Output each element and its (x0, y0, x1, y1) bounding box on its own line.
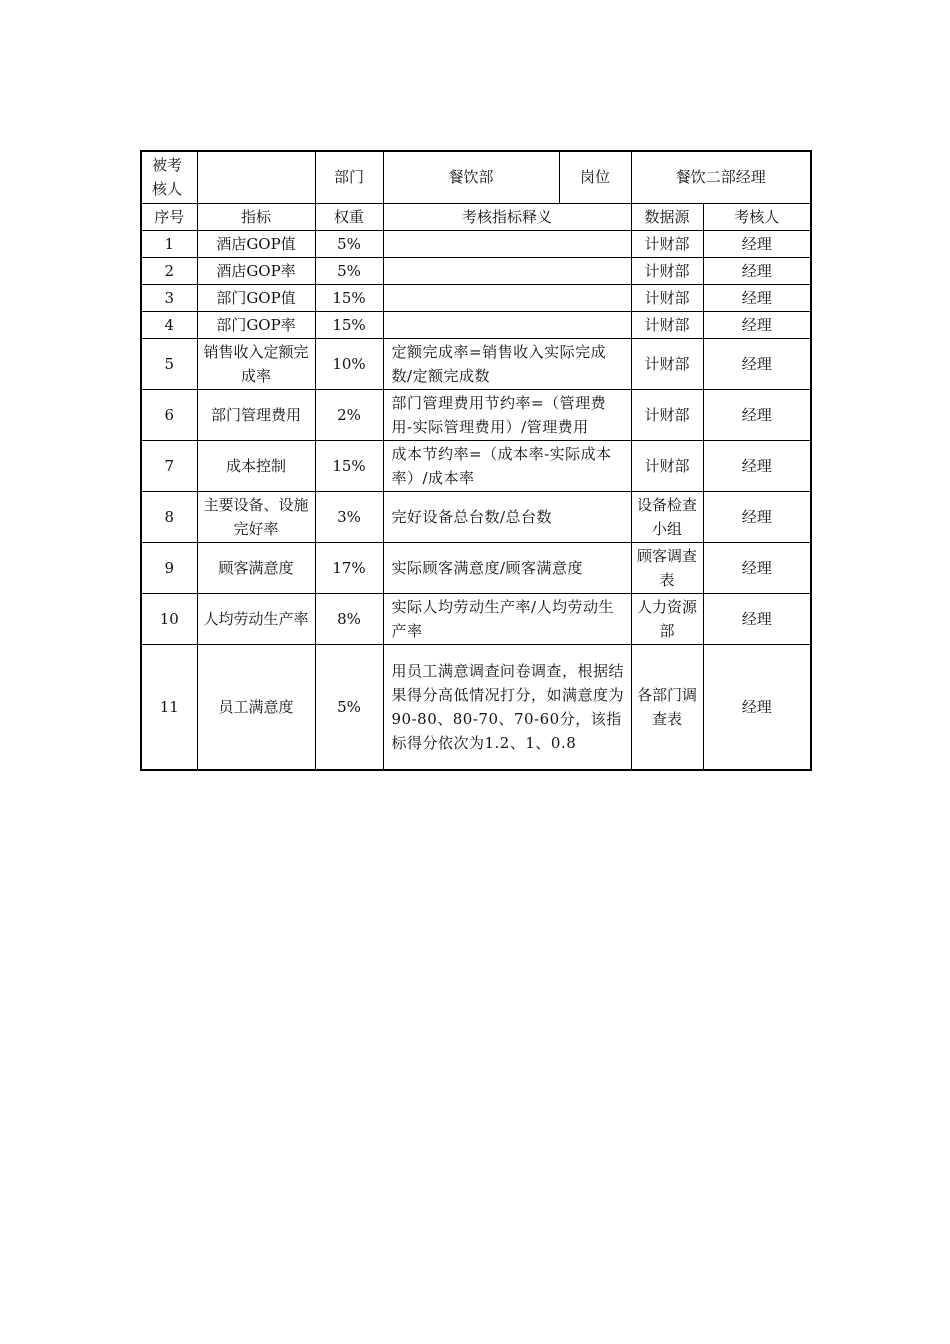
row-number: 11 (141, 644, 197, 770)
table-row (141, 440, 811, 491)
source-cell: 计财部 (631, 257, 703, 284)
table-row (141, 338, 811, 389)
col-weight-header: 权重 (315, 203, 383, 230)
col-assessor-header: 考核人 (703, 203, 811, 230)
indicator-cell: 酒店GOP率 (197, 257, 315, 284)
table-row (141, 389, 811, 440)
col-source-header: 数据源 (631, 203, 703, 230)
assessor-cell: 经理 (703, 644, 811, 770)
table-row (141, 491, 811, 542)
indicator-cell: 销售收入定额完成率 (197, 338, 315, 389)
explanation-cell (383, 284, 631, 311)
table-row (141, 593, 811, 644)
row-number: 3 (141, 284, 197, 311)
weight-cell: 15% (315, 311, 383, 338)
explanation-cell (383, 230, 631, 257)
post-value: 餐饮二部经理 (631, 151, 811, 203)
person-label: 被考核人 (141, 151, 197, 203)
source-cell: 计财部 (631, 338, 703, 389)
dept-value: 餐饮部 (383, 151, 559, 203)
weight-cell: 8% (315, 593, 383, 644)
source-cell: 计财部 (631, 389, 703, 440)
indicator-cell: 部门管理费用 (197, 389, 315, 440)
assessor-cell: 经理 (703, 440, 811, 491)
col-indicator-header: 指标 (197, 203, 315, 230)
explanation-cell: 用员工满意调查问卷调查，根据结果得分高低情况打分，如满意度为90-80、80-70、70-60分，该指标得分依次为1.2、1、0.8 (383, 644, 631, 770)
weight-cell: 10% (315, 338, 383, 389)
explanation-cell (383, 257, 631, 284)
source-cell: 顾客调查表 (631, 542, 703, 593)
explanation-cell: 实际顾客满意度/顾客满意度 (383, 542, 631, 593)
explanation-cell: 部门管理费用节约率=（管理费用-实际管理费用）/管理费用 (383, 389, 631, 440)
col-no-header: 序号 (141, 203, 197, 230)
explanation-cell (383, 311, 631, 338)
assessor-cell: 经理 (703, 338, 811, 389)
indicator-cell: 酒店GOP值 (197, 230, 315, 257)
weight-cell: 3% (315, 491, 383, 542)
row-number: 1 (141, 230, 197, 257)
indicator-cell: 部门GOP率 (197, 311, 315, 338)
post-label: 岗位 (559, 151, 631, 203)
weight-cell: 5% (315, 257, 383, 284)
source-cell: 计财部 (631, 230, 703, 257)
table-row (141, 644, 811, 770)
assessor-cell: 经理 (703, 284, 811, 311)
weight-cell: 5% (315, 230, 383, 257)
table-row (141, 257, 811, 284)
weight-cell: 15% (315, 440, 383, 491)
source-cell: 计财部 (631, 284, 703, 311)
source-cell: 计财部 (631, 311, 703, 338)
dept-label: 部门 (315, 151, 383, 203)
source-cell: 人力资源部 (631, 593, 703, 644)
indicator-cell: 人均劳动生产率 (197, 593, 315, 644)
indicator-cell: 员工满意度 (197, 644, 315, 770)
column-header-row (141, 203, 811, 230)
source-cell: 各部门调查表 (631, 644, 703, 770)
table-row (141, 542, 811, 593)
indicator-cell: 部门GOP值 (197, 284, 315, 311)
table-row (141, 284, 811, 311)
table-row (141, 230, 811, 257)
weight-cell: 17% (315, 542, 383, 593)
assessor-cell: 经理 (703, 230, 811, 257)
table-row (141, 311, 811, 338)
weight-cell: 15% (315, 284, 383, 311)
weight-cell: 5% (315, 644, 383, 770)
assessor-cell: 经理 (703, 389, 811, 440)
col-explanation-header: 考核指标释义 (383, 203, 631, 230)
indicator-cell: 成本控制 (197, 440, 315, 491)
explanation-cell: 定额完成率=销售收入实际完成数/定额完成数 (383, 338, 631, 389)
row-number: 10 (141, 593, 197, 644)
row-number: 7 (141, 440, 197, 491)
explanation-cell: 完好设备总台数/总台数 (383, 491, 631, 542)
row-number: 6 (141, 389, 197, 440)
row-number: 9 (141, 542, 197, 593)
source-cell: 计财部 (631, 440, 703, 491)
row-number: 2 (141, 257, 197, 284)
assessor-cell: 经理 (703, 593, 811, 644)
source-cell: 设备检查小组 (631, 491, 703, 542)
person-value (197, 151, 315, 203)
assessor-cell: 经理 (703, 311, 811, 338)
indicator-cell: 主要设备、设施完好率 (197, 491, 315, 542)
row-number: 5 (141, 338, 197, 389)
row-number: 4 (141, 311, 197, 338)
explanation-cell: 实际人均劳动生产率/人均劳动生产率 (383, 593, 631, 644)
assessor-cell: 经理 (703, 542, 811, 593)
explanation-cell: 成本节约率=（成本率-实际成本率）/成本率 (383, 440, 631, 491)
indicator-cell: 顾客满意度 (197, 542, 315, 593)
header-row (141, 151, 811, 203)
weight-cell: 2% (315, 389, 383, 440)
row-number: 8 (141, 491, 197, 542)
assessor-cell: 经理 (703, 257, 811, 284)
kpi-assessment-table (140, 150, 812, 771)
assessor-cell: 经理 (703, 491, 811, 542)
